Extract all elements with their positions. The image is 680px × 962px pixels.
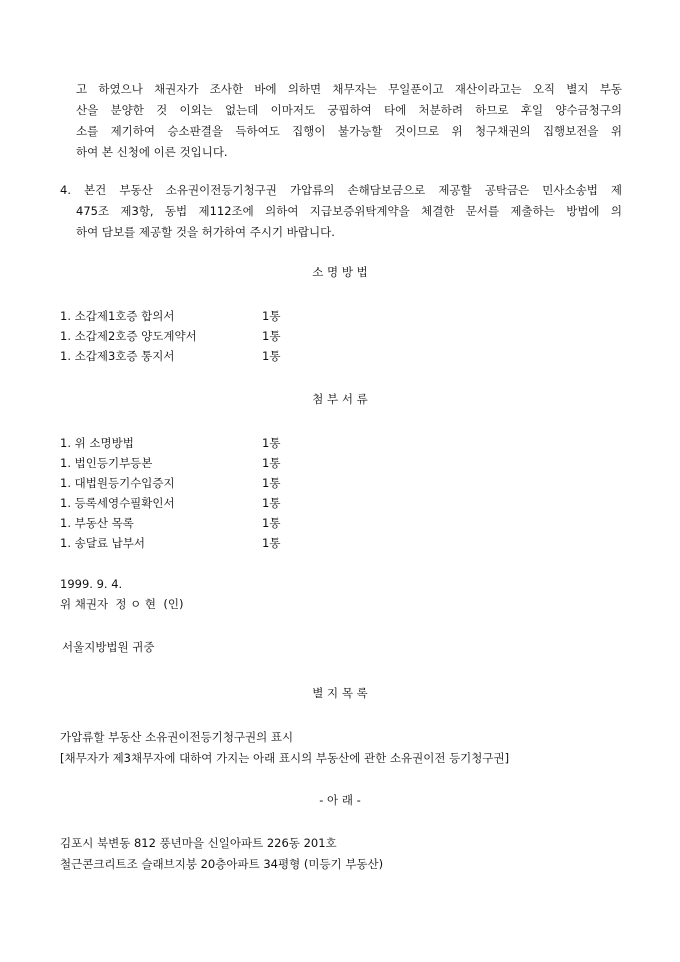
item-name: 1. 소갑제3호증 통지서 xyxy=(60,349,175,363)
item-count: 1통 xyxy=(262,349,281,363)
paragraph-4-line: 4. 본건 부동산 소유권이전등기청구권 가압류의 손해담보금으로 제공할 공탁금은 민사소송법 제 xyxy=(60,183,622,197)
item-name: 1. 소갑제2호증 양도계약서 xyxy=(60,329,197,343)
paragraph-line: 산을 분양한 것 이외는 없는데 이마저도 궁핍하여 타에 처분하려 하므로 후일 양수금청구의 xyxy=(76,103,622,117)
annex-title: 가압류할 부동산 소유권이전등기청구권의 표시 xyxy=(60,730,294,744)
paragraph-4-line: 하여 담보를 제공할 것을 허가하여 주시기 바랍니다. xyxy=(76,225,335,239)
list-item xyxy=(0,536,680,550)
item-name: 1. 대법원등기수입증지 xyxy=(60,476,175,490)
property-structure: 철근콘크리트조 슬래브지붕 20층아파트 34평형 (미등기 부동산) xyxy=(60,857,384,871)
list-item xyxy=(0,516,680,530)
item-name: 1. 등록세영수필확인서 xyxy=(60,496,175,510)
item-count: 1통 xyxy=(262,496,281,510)
property-address: 김포시 북변동 812 풍년마을 신일아파트 226동 201호 xyxy=(60,836,337,850)
paragraph-4-line: 475조 제3항, 동법 제112조에 의하여 지급보증위탁계약을 체결한 문서를 제출하는 방법에 의 xyxy=(76,204,622,218)
list-item xyxy=(0,436,680,450)
item-count: 1통 xyxy=(262,456,281,470)
item-name: 1. 소갑제1호증 합의서 xyxy=(60,309,175,323)
proof-heading: 소 명 방 법 xyxy=(312,265,368,279)
list-item xyxy=(0,329,680,343)
list-item xyxy=(0,496,680,510)
signature-creditor: 위 채권자 정 ㅇ 현 (인) xyxy=(60,597,184,611)
item-count: 1통 xyxy=(262,536,281,550)
annex-below-label: - 아 래 - xyxy=(319,793,361,807)
item-count: 1통 xyxy=(262,516,281,530)
item-name: 1. 부동산 목록 xyxy=(60,516,134,530)
item-count: 1통 xyxy=(262,329,281,343)
list-item xyxy=(0,309,680,323)
list-item xyxy=(0,476,680,490)
attachments-heading: 첨 부 서 류 xyxy=(312,392,368,406)
list-item xyxy=(0,349,680,363)
item-count: 1통 xyxy=(262,309,281,323)
paragraph-line: 고 하였으나 채권자가 조사한 바에 의하면 채무자는 무일푼이고 재산이라고는 오직 별지 부동 xyxy=(76,82,622,96)
court-addressee: 서울지방법원 귀중 xyxy=(62,640,155,654)
item-name: 1. 위 소명방법 xyxy=(60,436,134,450)
annex-subtitle: [채무자가 제3채무자에 대하여 가지는 아래 표시의 부동산에 관한 소유권이전 등기청구권] xyxy=(60,751,510,765)
item-count: 1통 xyxy=(262,476,281,490)
list-item xyxy=(0,456,680,470)
item-name: 1. 송달료 납부서 xyxy=(60,536,145,550)
paragraph-line: 하여 본 신청에 이른 것입니다. xyxy=(76,145,228,159)
item-name: 1. 법인등기부등본 xyxy=(60,456,153,470)
signature-date: 1999. 9. 4. xyxy=(60,577,123,591)
annex-heading: 별 지 목 록 xyxy=(312,686,368,700)
paragraph-line: 소를 제기하여 승소판결을 득하여도 집행이 불가능할 것이므로 위 청구채권의 집행보전을 위 xyxy=(76,124,622,138)
item-count: 1통 xyxy=(262,436,281,450)
